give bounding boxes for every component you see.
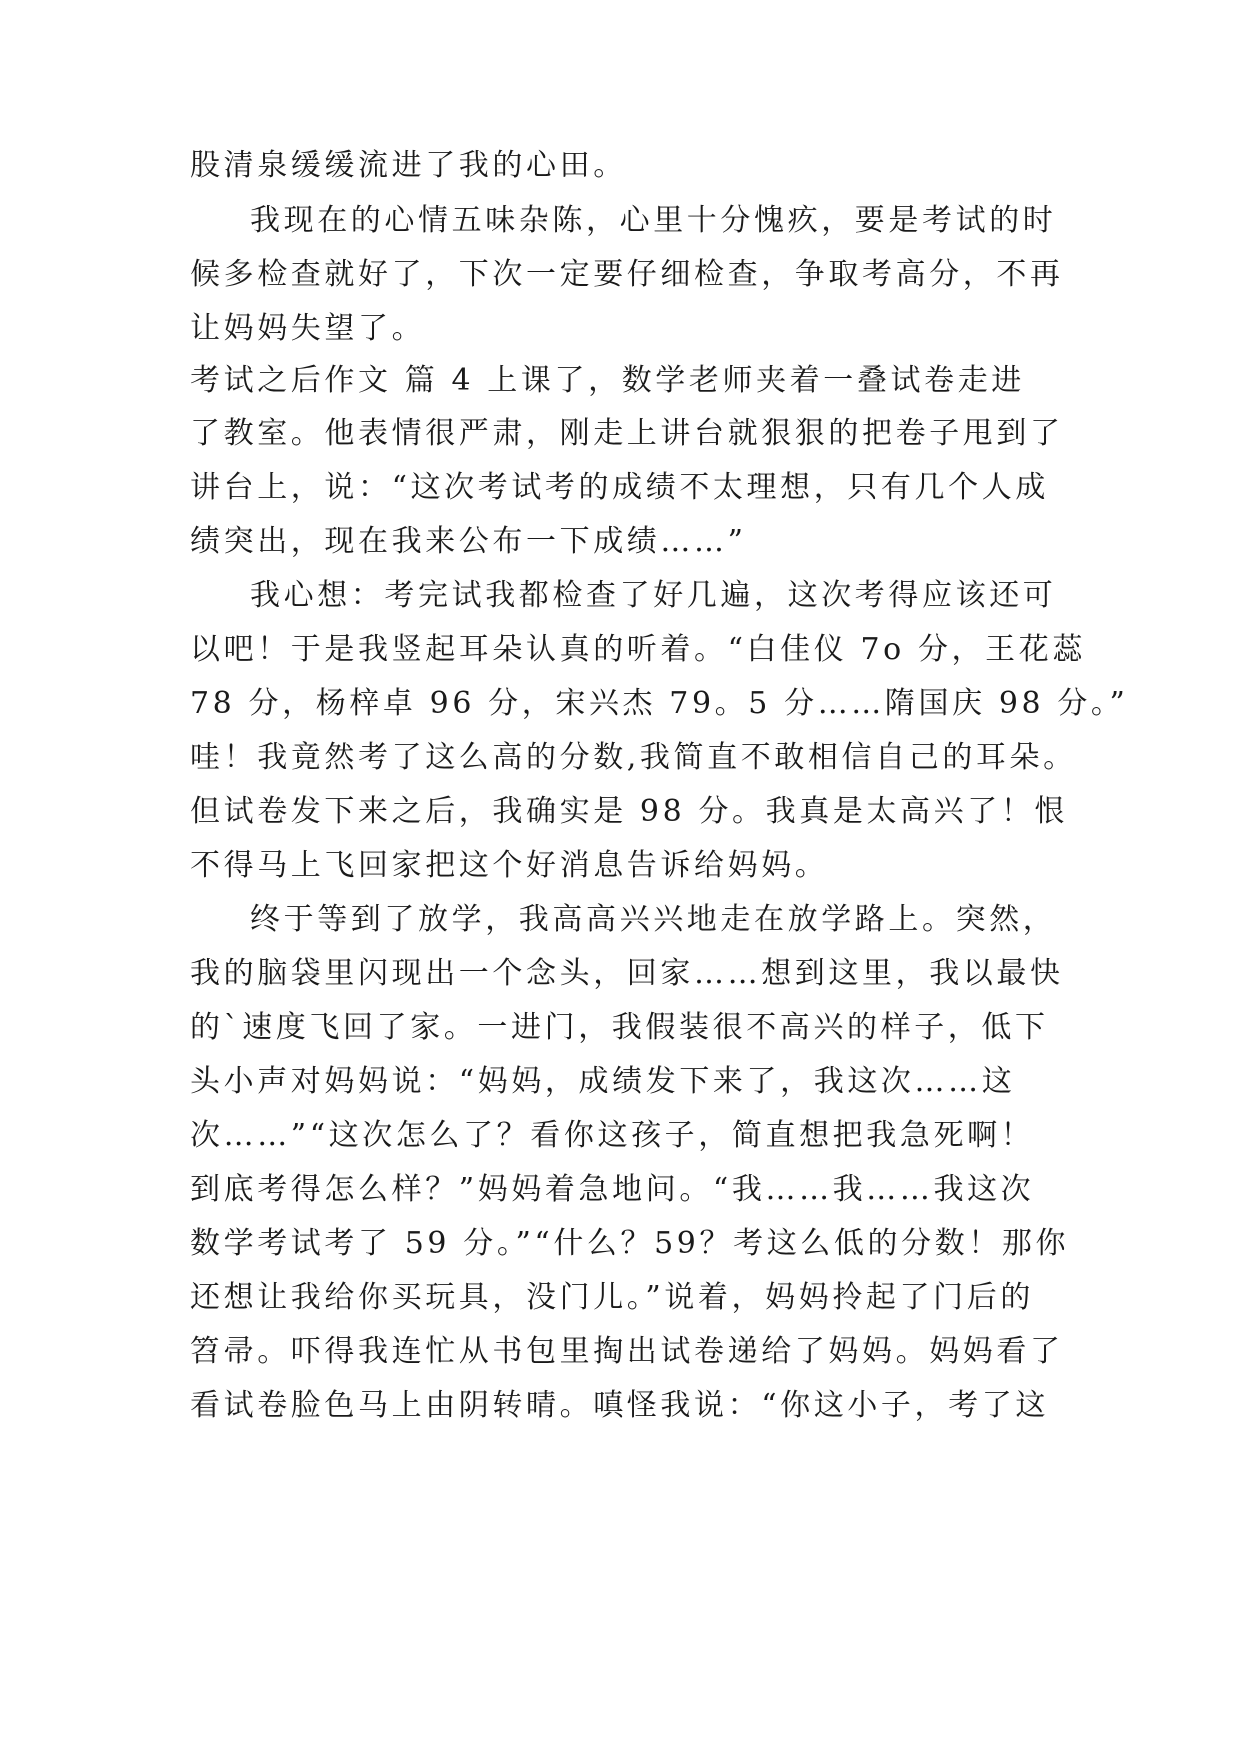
text-line: 数学考试考了 59 分。”“什么？59？考这么低的分数！那你 (190, 1226, 1070, 1261)
text-line: 不得马上飞回家把这个好消息告诉给妈妈。 (190, 848, 829, 883)
text-line: 我的脑袋里闪现出一个念头，回家……想到这里，我以最快 (190, 956, 1064, 991)
text-line: 我现在的心情五味杂陈，心里十分愧疚，要是考试的时 (250, 203, 1057, 238)
text-line: 候多检查就好了，下次一定要仔细检查，争取考高分，不再 (190, 257, 1064, 292)
text-line: 考试之后作文 篇 4 上课了，数学老师夹着一叠试卷走进 (190, 363, 1025, 398)
text-line: 股清泉缓缓流进了我的心田。 (190, 148, 627, 183)
text-line: 笤帚。吓得我连忙从书包里掏出试卷递给了妈妈。妈妈看了 (190, 1334, 1064, 1369)
text-line: 以吧！于是我竖起耳朵认真的听着。“白佳仪 7o 分，王花蕊 (190, 632, 1086, 667)
text-line: 看试卷脸色马上由阴转晴。嗔怪我说：“你这小子，考了这 (190, 1388, 1049, 1423)
text-line: 我心想：考完试我都检查了好几遍，这次考得应该还可 (250, 578, 1057, 613)
text-line: 头小声对妈妈说：“妈妈，成绩发下来了，我这次……这 (190, 1064, 1016, 1099)
text-line: 让妈妈失望了。 (190, 311, 426, 346)
text-line: 到底考得怎么样？”妈妈着急地问。“我……我……我这次 (190, 1172, 1035, 1207)
text-line: 了教室。他表情很严肃，刚走上讲台就狠狠的把卷子甩到了 (190, 416, 1064, 451)
text-line: 还想让我给你买玩具，没门儿。”说着，妈妈拎起了门后的 (190, 1280, 1034, 1315)
text-line: 哇！我竟然考了这么高的分数,我简直不敢相信自己的耳朵。 (190, 740, 1077, 775)
text-line: 讲台上，说：“这次考试考的成绩不太理想，只有几个人成 (190, 470, 1049, 505)
text-line: 的`速度飞回了家。一进门，我假装很不高兴的样子，低下 (190, 1010, 1049, 1045)
text-line: 78 分，杨梓卓 96 分，宋兴杰 79。5 分……隋国庆 98 分。” (190, 686, 1129, 721)
text-line: 终于等到了放学，我高高兴兴地走在放学路上。突然， (250, 902, 1057, 937)
text-line: 次……”“这次怎么了？看你这孩子，简直想把我急死啊！ (190, 1118, 1035, 1153)
text-line: 但试卷发下来之后，我确实是 98 分。我真是太高兴了！恨 (190, 794, 1069, 829)
text-line: 绩突出，现在我来公布一下成绩……” (190, 524, 747, 559)
